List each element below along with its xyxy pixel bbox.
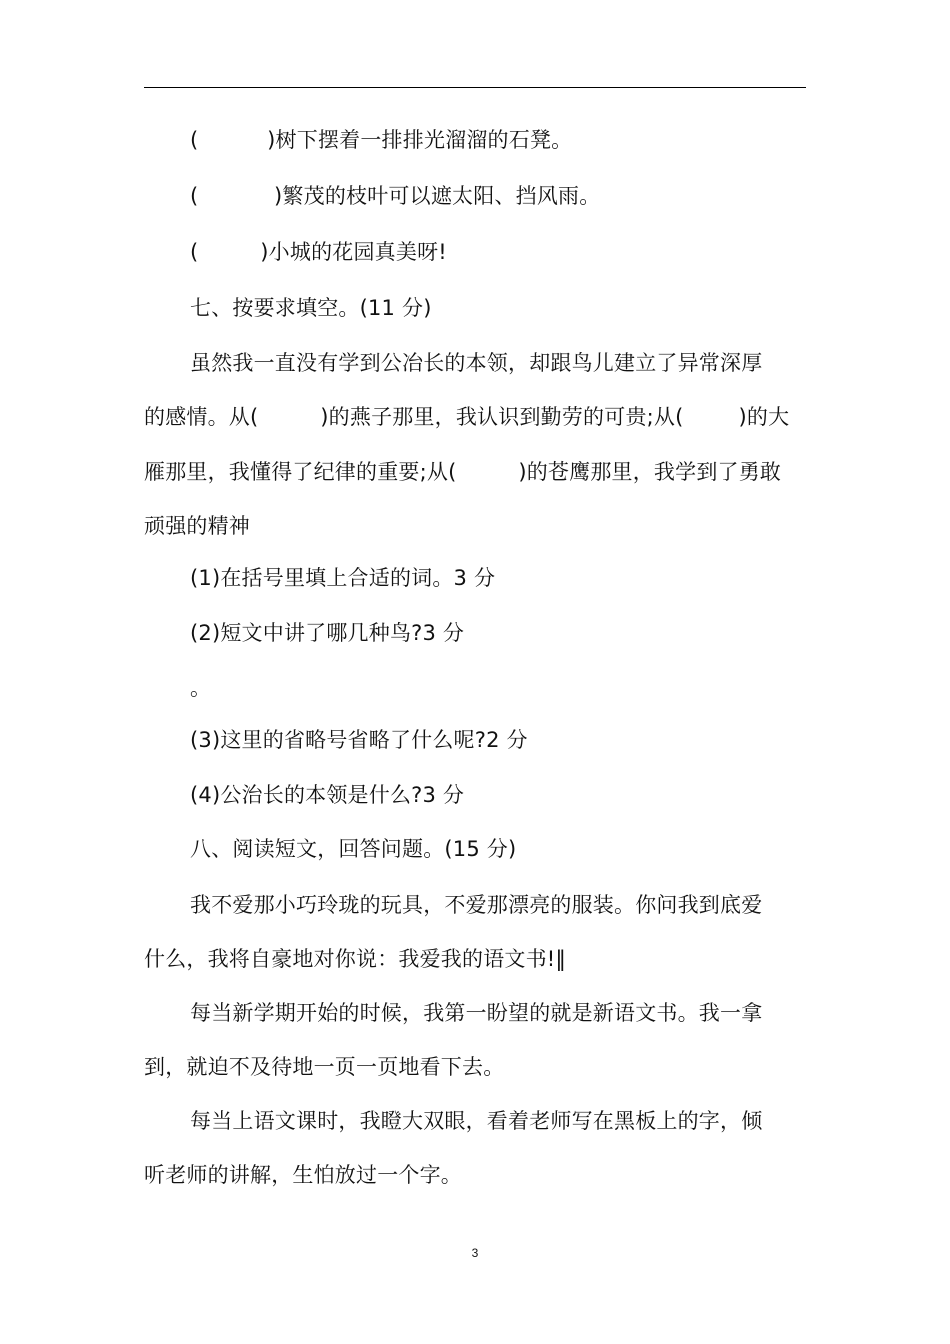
page-number: 3	[471, 1246, 479, 1260]
text-line-2: ( )繁茂的枝叶可以遮太阳、挡风雨。	[190, 184, 601, 208]
question-2: (2)短文中讲了哪几种鸟?3 分	[190, 621, 465, 645]
header-rule	[144, 87, 806, 88]
question-1: (1)在括号里填上合适的词。3 分	[190, 566, 496, 590]
paragraph-line: 的感情。从( )的燕子那里，我认识到勤劳的可贵;从( )的大	[144, 405, 790, 429]
paragraph-line: 顽强的精神	[144, 514, 250, 538]
section-heading-7: 七、按要求填空。(11 分)	[190, 296, 432, 320]
paragraph-line: 听老师的讲解，生怕放过一个字。	[144, 1163, 462, 1187]
answer-blank: 。	[190, 676, 212, 700]
text-line-3: ( )小城的花园真美呀!	[190, 240, 447, 264]
section-heading-8: 八、阅读短文，回答问题。(15 分)	[190, 837, 517, 861]
paragraph-line: 每当上语文课时，我瞪大双眼，看着老师写在黑板上的字，倾	[190, 1109, 763, 1133]
paragraph-line: 雁那里，我懂得了纪律的重要;从( )的苍鹰那里，我学到了勇敢	[144, 460, 782, 484]
paragraph-line: 虽然我一直没有学到公冶长的本领，却跟鸟儿建立了异常深厚	[190, 351, 763, 375]
paragraph-line: 我不爱那小巧玲珑的玩具，不爱那漂亮的服装。你问我到底爱	[190, 893, 763, 917]
text-line-1: ( )树下摆着一排排光溜溜的石凳。	[190, 128, 573, 152]
question-3: (3)这里的省略号省略了什么呢?2 分	[190, 728, 528, 752]
paragraph-line: 每当新学期开始的时候，我第一盼望的就是新语文书。我一拿	[190, 1001, 763, 1025]
paragraph-line: 什么，我将自豪地对你说：我爱我的语文书!‖	[144, 947, 567, 971]
question-4: (4)公治长的本领是什么?3 分	[190, 783, 465, 807]
paragraph-line: 到，就迫不及待地一页一页地看下去。	[144, 1055, 505, 1079]
